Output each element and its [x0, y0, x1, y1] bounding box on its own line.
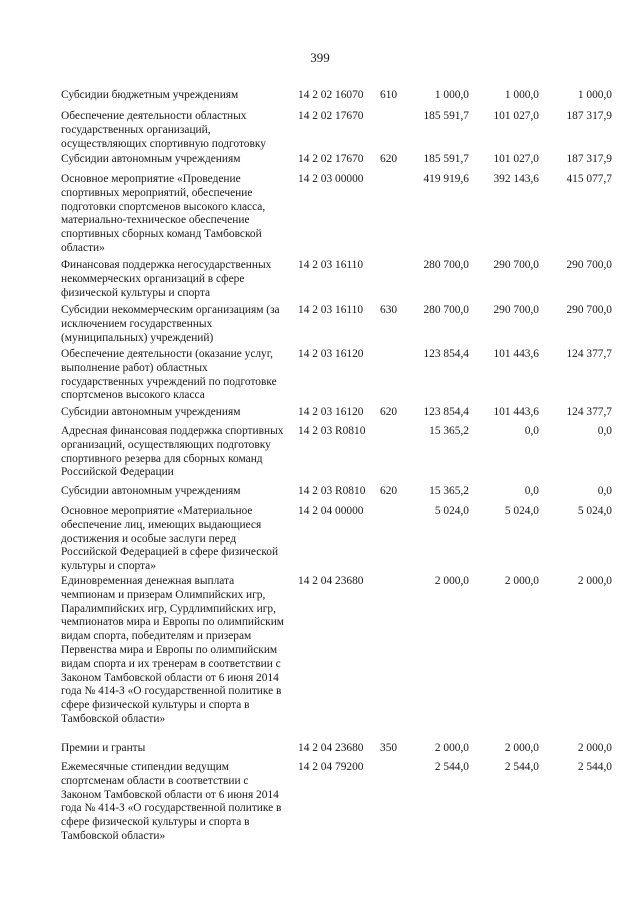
row-name: Субсидии автономным учреждениям [61, 485, 241, 497]
row-name: Единовременная денежная выплата чемпионам и призерам Олимпийских игр, Паралимпийских игр, Сурдлимпийских игр, чемпионатов мира и Европы по олимпийским видам спорта, победителям и призерам Первенства мира и Европы по олимпийским видам спорта и их тренерам в соответствии с Законом Тамбовской области от 6 июня 2014 года № 414-З «О государственной политике в сфере физической культуры и спорта в Тамбовской области» [61, 575, 285, 725]
row-amount-3: 290 700,0 [566, 259, 612, 271]
row-code: 14 2 03 00000 [298, 173, 364, 185]
row-code: 14 2 04 00000 [298, 505, 364, 517]
row-code: 14 2 04 23680 [298, 575, 364, 587]
row-amount-3: 187 317,9 [566, 110, 612, 122]
row-code: 14 2 03 16110 [298, 259, 364, 271]
row-code: 14 2 02 17670 [298, 110, 364, 122]
row-amount-2: 2 544,0 [504, 761, 539, 773]
row-amount-2: 101 443,6 [493, 406, 539, 418]
row-amount-3: 0,0 [597, 485, 612, 497]
row-name: Основное мероприятие «Материальное обеспечение лиц, имеющих выдающиеся достижения и особые заслуги перед Российской Федерацией в сфере физической культуры и спорта» [61, 505, 279, 573]
row-amount-2: 101 027,0 [493, 110, 539, 122]
row-code: 14 2 03 16120 [298, 406, 364, 418]
row-amount-1: 185 591,7 [423, 110, 469, 122]
row-amount-3: 2 000,0 [577, 575, 612, 587]
row-amount-1: 5 024,0 [434, 505, 469, 517]
page-number: 399 [310, 50, 330, 65]
row-amount-1: 2 000,0 [434, 742, 469, 754]
row-amount-3: 2 000,0 [577, 742, 612, 754]
row-amount-3: 124 377,7 [566, 406, 612, 418]
row-amount-1: 123 854,4 [423, 406, 469, 418]
row-name: Адресная финансовая поддержка спортивных организаций, осуществляющих подготовку спортивного резерва для сборных команд Российской Федерации [61, 425, 284, 479]
row-code: 14 2 04 79200 [298, 761, 364, 773]
row-amount-1: 280 700,0 [423, 259, 469, 271]
row-amount-2: 2 000,0 [504, 742, 539, 754]
row-amount-2: 101 027,0 [493, 153, 539, 165]
row-amount-2: 101 443,6 [493, 348, 539, 360]
row-code: 14 2 03 R0810 [298, 425, 366, 437]
row-name: Субсидии автономным учреждениям [61, 153, 241, 165]
row-expense-type: 630 [380, 304, 398, 316]
row-amount-2: 392 143,6 [493, 173, 539, 185]
row-name: Субсидии бюджетным учреждениям [61, 89, 239, 101]
row-expense-type: 620 [380, 153, 398, 165]
row-name: Обеспечение деятельности (оказание услуг, выполнение работ) областных государственных учреждений по подготовке спортсменов высокого класса [61, 348, 277, 402]
row-amount-1: 15 365,2 [429, 425, 469, 437]
row-name: Премии и гранты [61, 742, 146, 754]
row-name: Субсидии автономным учреждениям [61, 406, 241, 418]
row-amount-3: 2 544,0 [577, 761, 612, 773]
row-amount-3: 124 377,7 [566, 348, 612, 360]
row-amount-1: 15 365,2 [429, 485, 469, 497]
row-amount-1: 1 000,0 [434, 89, 469, 101]
row-amount-2: 0,0 [524, 425, 539, 437]
row-amount-1: 185 591,7 [423, 153, 469, 165]
row-amount-2: 1 000,0 [504, 89, 539, 101]
row-amount-1: 2 000,0 [434, 575, 469, 587]
row-name: Обеспечение деятельности областных государственных организаций, осуществляющих спортивную подготовку [61, 110, 266, 150]
row-expense-type: 620 [380, 485, 398, 497]
row-amount-3: 415 077,7 [566, 173, 612, 185]
row-amount-3: 0,0 [597, 425, 612, 437]
row-expense-type: 620 [380, 406, 398, 418]
row-amount-1: 123 854,4 [423, 348, 469, 360]
row-amount-1: 419 919,6 [423, 173, 469, 185]
row-amount-2: 2 000,0 [504, 575, 539, 587]
row-code: 14 2 02 17670 [298, 153, 364, 165]
row-amount-2: 290 700,0 [493, 259, 539, 271]
row-amount-3: 1 000,0 [577, 89, 612, 101]
row-amount-2: 290 700,0 [493, 304, 539, 316]
row-name: Финансовая поддержка негосударственных некоммерческих организаций в сфере физической культуры и спорта [61, 259, 272, 299]
row-amount-1: 2 544,0 [434, 761, 469, 773]
row-code: 14 2 03 R0810 [298, 485, 366, 497]
row-amount-3: 5 024,0 [577, 505, 612, 517]
row-code: 14 2 03 16110 [298, 304, 364, 316]
row-expense-type: 610 [380, 89, 398, 101]
row-name: Субсидии некоммерческим организациям (за исключением государственных (муниципальных) учреждений) [61, 304, 280, 344]
row-code: 14 2 03 16120 [298, 348, 364, 360]
row-amount-2: 0,0 [524, 485, 539, 497]
row-name: Ежемесячные стипендии ведущим спортсменам области в соответствии с Законом Тамбовской области от 6 июня 2014 года № 414-З «О государственной политике в сфере физической культуры и спорта в Тамбовской области» [61, 761, 282, 842]
row-amount-3: 290 700,0 [566, 304, 612, 316]
row-amount-2: 5 024,0 [504, 505, 539, 517]
row-code: 14 2 02 16070 [298, 89, 364, 101]
row-code: 14 2 04 23680 [298, 742, 364, 754]
row-expense-type: 350 [380, 742, 398, 754]
row-amount-3: 187 317,9 [566, 153, 612, 165]
row-name: Основное мероприятие «Проведение спортивных мероприятий, обеспечение подготовки спортсменов высокого класса, материально-техническое обеспечение спортивных сборных команд Тамбовской области» [61, 173, 266, 254]
row-amount-1: 280 700,0 [423, 304, 469, 316]
